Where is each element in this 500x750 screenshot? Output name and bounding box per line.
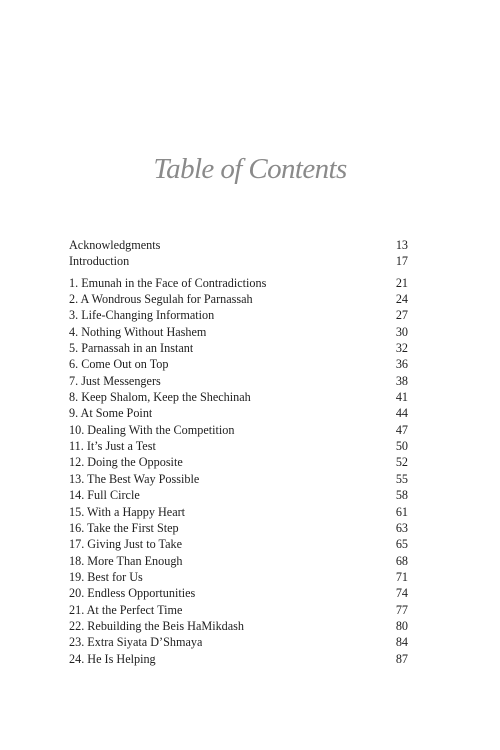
front-matter-entry (69, 237, 408, 253)
toc-page-number: 74 (395, 586, 408, 601)
toc-page-number: 68 (395, 553, 408, 568)
toc-entry-title: 22. Rebuilding the Beis HaMikdash (69, 618, 245, 633)
chapter-entry (69, 291, 408, 307)
toc-entry-title: 11. It’s Just a Test (69, 439, 156, 454)
toc-entry-title: 24. He Is Helping (69, 651, 156, 666)
toc-entry-title: 18. More Than Enough (69, 553, 183, 568)
toc-entry-title: 1. Emunah in the Face of Contradictions (69, 275, 267, 290)
chapter-entry (69, 389, 408, 405)
toc-entry-title: 2. A Wondrous Segulah for Parnassah (69, 292, 253, 307)
chapter-entry (69, 520, 408, 536)
toc-page-number: 55 (395, 471, 408, 486)
chapter-entry (69, 405, 408, 421)
toc-entry-title: 20. Endless Opportunities (69, 586, 196, 601)
chapter-entry (69, 438, 408, 454)
toc-page-number: 30 (395, 324, 408, 339)
toc-entry-title: 6. Come Out on Top (69, 357, 169, 372)
toc-entry-title: Introduction (69, 254, 130, 269)
toc-entry-title: 15. With a Happy Heart (69, 504, 186, 519)
toc-page-number: 36 (395, 357, 408, 372)
toc-entry-title: 17. Giving Just to Take (69, 537, 183, 552)
toc-entry-title: 8. Keep Shalom, Keep the Shechinah (69, 390, 251, 405)
chapter-entry (69, 569, 408, 585)
toc-page-number: 65 (395, 537, 408, 552)
chapter-entry (69, 602, 408, 618)
toc-entry-title: 14. Full Circle (69, 488, 140, 503)
toc-page-number: 58 (395, 488, 408, 503)
toc-page-number: 32 (395, 341, 408, 356)
chapter-entry (69, 373, 408, 389)
chapter-entry (69, 618, 408, 634)
toc-entry-title: 10. Dealing With the Competition (69, 422, 235, 437)
toc-page-number: 17 (395, 254, 408, 269)
toc-page-number: 84 (395, 635, 408, 650)
toc-page-number: 41 (395, 390, 408, 405)
toc-page-number: 44 (395, 406, 408, 421)
toc-entry-title: 9. At Some Point (69, 406, 153, 421)
chapter-entry (69, 536, 408, 552)
toc-page-number: 77 (395, 602, 408, 617)
toc-page-number: 47 (395, 422, 408, 437)
chapter-entry (69, 504, 408, 520)
chapter-entry (69, 275, 408, 291)
toc-entry-title: Acknowledgments (69, 238, 161, 252)
toc-page-number: 80 (395, 618, 408, 633)
chapter-entry (69, 324, 408, 340)
toc-entry-title: 21. At the Perfect Time (69, 602, 183, 617)
table-of-contents (69, 237, 408, 667)
chapter-entry (69, 634, 408, 650)
toc-entry-title: 7. Just Messengers (69, 373, 161, 388)
chapter-entry (69, 454, 408, 470)
chapter-entry (69, 553, 408, 569)
toc-page-number: 71 (395, 569, 408, 584)
toc-entry-title: 16. Take the First Step (69, 520, 179, 535)
toc-page-number: 24 (395, 292, 408, 307)
toc-page-number: 61 (395, 504, 408, 519)
page-title: Table of Contents (153, 153, 347, 185)
chapter-entry (69, 422, 408, 438)
toc-entry-title: 23. Extra Siyata D’Shmaya (69, 635, 203, 650)
toc-entry-title: 3. Life-Changing Information (69, 308, 215, 323)
toc-entry-title: 12. Doing the Opposite (69, 455, 183, 470)
toc-page-number: 63 (395, 520, 408, 535)
toc-entry-title: 4. Nothing Without Hashem (69, 324, 207, 339)
chapter-entry (69, 487, 408, 503)
front-matter-entry (69, 253, 408, 269)
toc-page-number: 38 (395, 373, 408, 388)
chapter-entry (69, 307, 408, 323)
front-matter-list (69, 237, 408, 270)
toc-entry-title: 5. Parnassah in an Instant (69, 341, 194, 356)
chapter-entry (69, 340, 408, 356)
toc-page-number: 13 (395, 238, 408, 252)
toc-page-number: 27 (395, 308, 408, 323)
chapter-entry (69, 651, 408, 667)
toc-page-number: 21 (395, 275, 408, 290)
toc-page-number: 52 (395, 455, 408, 470)
toc-page-number: 50 (395, 439, 408, 454)
toc-page-number: 87 (395, 651, 408, 666)
chapter-entry (69, 471, 408, 487)
chapter-list (69, 275, 408, 667)
chapter-entry (69, 585, 408, 601)
toc-entry-title: 19. Best for Us (69, 569, 143, 584)
chapter-entry (69, 356, 408, 372)
toc-entry-title: 13. The Best Way Possible (69, 471, 200, 486)
